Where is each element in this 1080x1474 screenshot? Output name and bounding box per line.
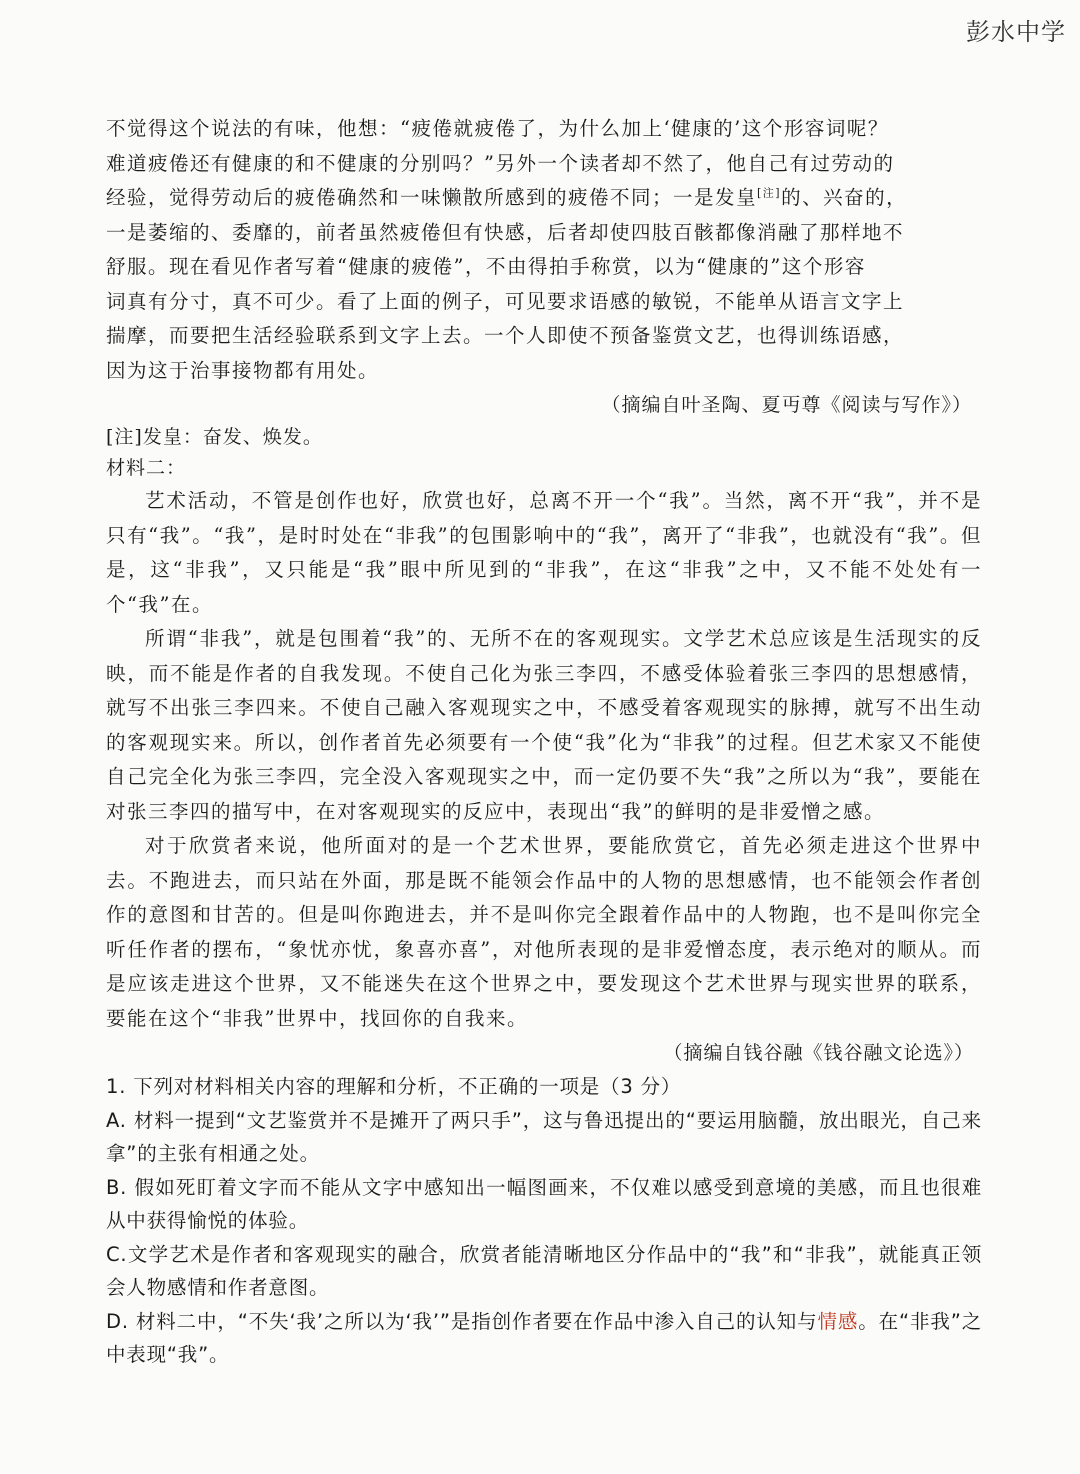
option-a: A. 材料一提到“文艺鉴赏并不是摊开了两只手”，这与鲁迅提出的“要运用脑髓，放出眼光，自己来拿”的主张有相通之处。: [106, 1108, 982, 1165]
text-fragment: 经验，觉得劳动后的疲倦确然和一味懒散所感到的疲倦不同；一是发皇: [106, 186, 758, 209]
option-d: [106, 1305, 982, 1372]
material-two-paragraph-1: 艺术活动，不管是创作也好，欣赏也好，总离不开一个“我”。当然，离不开“我”，并不是只有“我”。“我”，是时时处在“非我”的包围影响中的“我”，离开了“非我”，也就没有“我”。但是，这“非我”，又只能是“我”眼中所见到的“非我”，在这“非我”之中，又不能不处处有一个“我”在。: [106, 489, 982, 616]
text-line: 不觉得这个说法的有味，他想：“疲倦就疲倦了，为什么加上‘健康的’这个形容词呢？: [106, 117, 889, 140]
question-1: [106, 1070, 982, 1372]
text-line: 一是萎缩的、委靡的，前者虽然疲倦但有快感，后者却使四肢百骸都像消融了那样地不: [106, 220, 905, 244]
document-body: [106, 112, 982, 1372]
school-watermark: 彭水中学: [966, 18, 1066, 46]
option-d-text: D. 材料二中，“不失‘我’之所以为‘我’”是指创作者要在作品中渗入自己的认知与: [106, 1309, 818, 1333]
text-line: 难道疲倦还有健康的和不健康的分别吗？”另外一个读者却不然了，他自己有过劳动的: [106, 151, 895, 175]
text-fragment: 的、兴奋的，: [781, 186, 908, 209]
option-c: C.文学艺术是作者和客观现实的融合，欣赏者能清晰地区分作品中的“我”和“非我”，就能真正领会人物感情和作者意图。: [106, 1242, 982, 1299]
material-two-paragraph-3: 对于欣赏者来说，他所面对的是一个艺术世界，要能欣赏它，首先必须走进这个世界中去。不跑进去，而只站在外面，那是既不能领会作品中的人物的思想感情，也不能领会作者创作的意图和甘苦的。但是叫你跑进去，并不是叫你完全跟着作品中的人物跑，也不是叫你完全听任作者的摆布，“象忧亦忧，象喜亦喜”，对他所表现的是非爱憎态度，表示绝对的顺从。而是应该走进这个世界，又不能迷失在这个世界之中，要发现这个艺术世界与现实世界的联系，要能在这个“非我”世界中，找回你的自我来。: [106, 834, 982, 1030]
footnote: [注]发皇：奋发、焕发。: [106, 426, 323, 448]
text-line: [106, 181, 982, 216]
option-d-text-end: 。在“非我”之中表现“我”。: [106, 1309, 982, 1366]
text-line: 舒服。现在看见作者写着“健康的疲倦”，不由得拍手称赏，以为“健康的”这个形容: [106, 255, 866, 278]
option-b: B. 假如死盯着文字而不能从文字中感知出一幅图画来，不仅难以感受到意境的美感，而且也很难从中获得愉悦的体验。: [106, 1175, 982, 1232]
question-stem: 1. 下列对材料相关内容的理解和分析，不正确的一项是（3 分）: [106, 1075, 682, 1098]
material-two-paragraph-2: 所谓“非我”，就是包围着“我”的、无所不在的客观现实。文学艺术总应该是生活现实的反映，而不能是作者的自我发现。不使自己化为张三李四，不感受体验着张三李四的思想感情，就写不出张三李四来。不使自己融入客观现实之中，不感受着客观现实的脉搏，就写不出生动的客观现实来。所以，创作者首先必须要有一个使“我”化为“非我”的过程。但艺术家又不能使自己完全化为张三李四，完全没入客观现实之中，而一定仍要不失“我”之所以为“我”，要能在对张三李四的描写中，在对客观现实的反应中，表现出“我”的鲜明的是非爱憎之感。: [106, 627, 982, 823]
text-line: 词真有分寸，真不可少。看了上面的例子，可见要求语感的敏锐，不能单从语言文字上: [106, 289, 905, 313]
text-line: 揣摩，而要把生活经验联系到文字上去。一个人即使不预备鉴赏文艺，也得训练语感，: [106, 324, 905, 347]
footnote-marker: [注]: [757, 186, 782, 200]
material-two-source: （摘编自钱谷融《钱谷融文论选》）: [663, 1042, 974, 1064]
material-two-heading: 材料二：: [106, 457, 187, 479]
option-d-highlight: 情感: [817, 1309, 859, 1333]
text-line: 因为这于治事接物都有用处。: [106, 358, 380, 382]
material-one-source: （摘编自叶圣陶、夏丏尊《阅读与写作》）: [601, 394, 972, 416]
material-one-paragraph: [106, 112, 982, 388]
